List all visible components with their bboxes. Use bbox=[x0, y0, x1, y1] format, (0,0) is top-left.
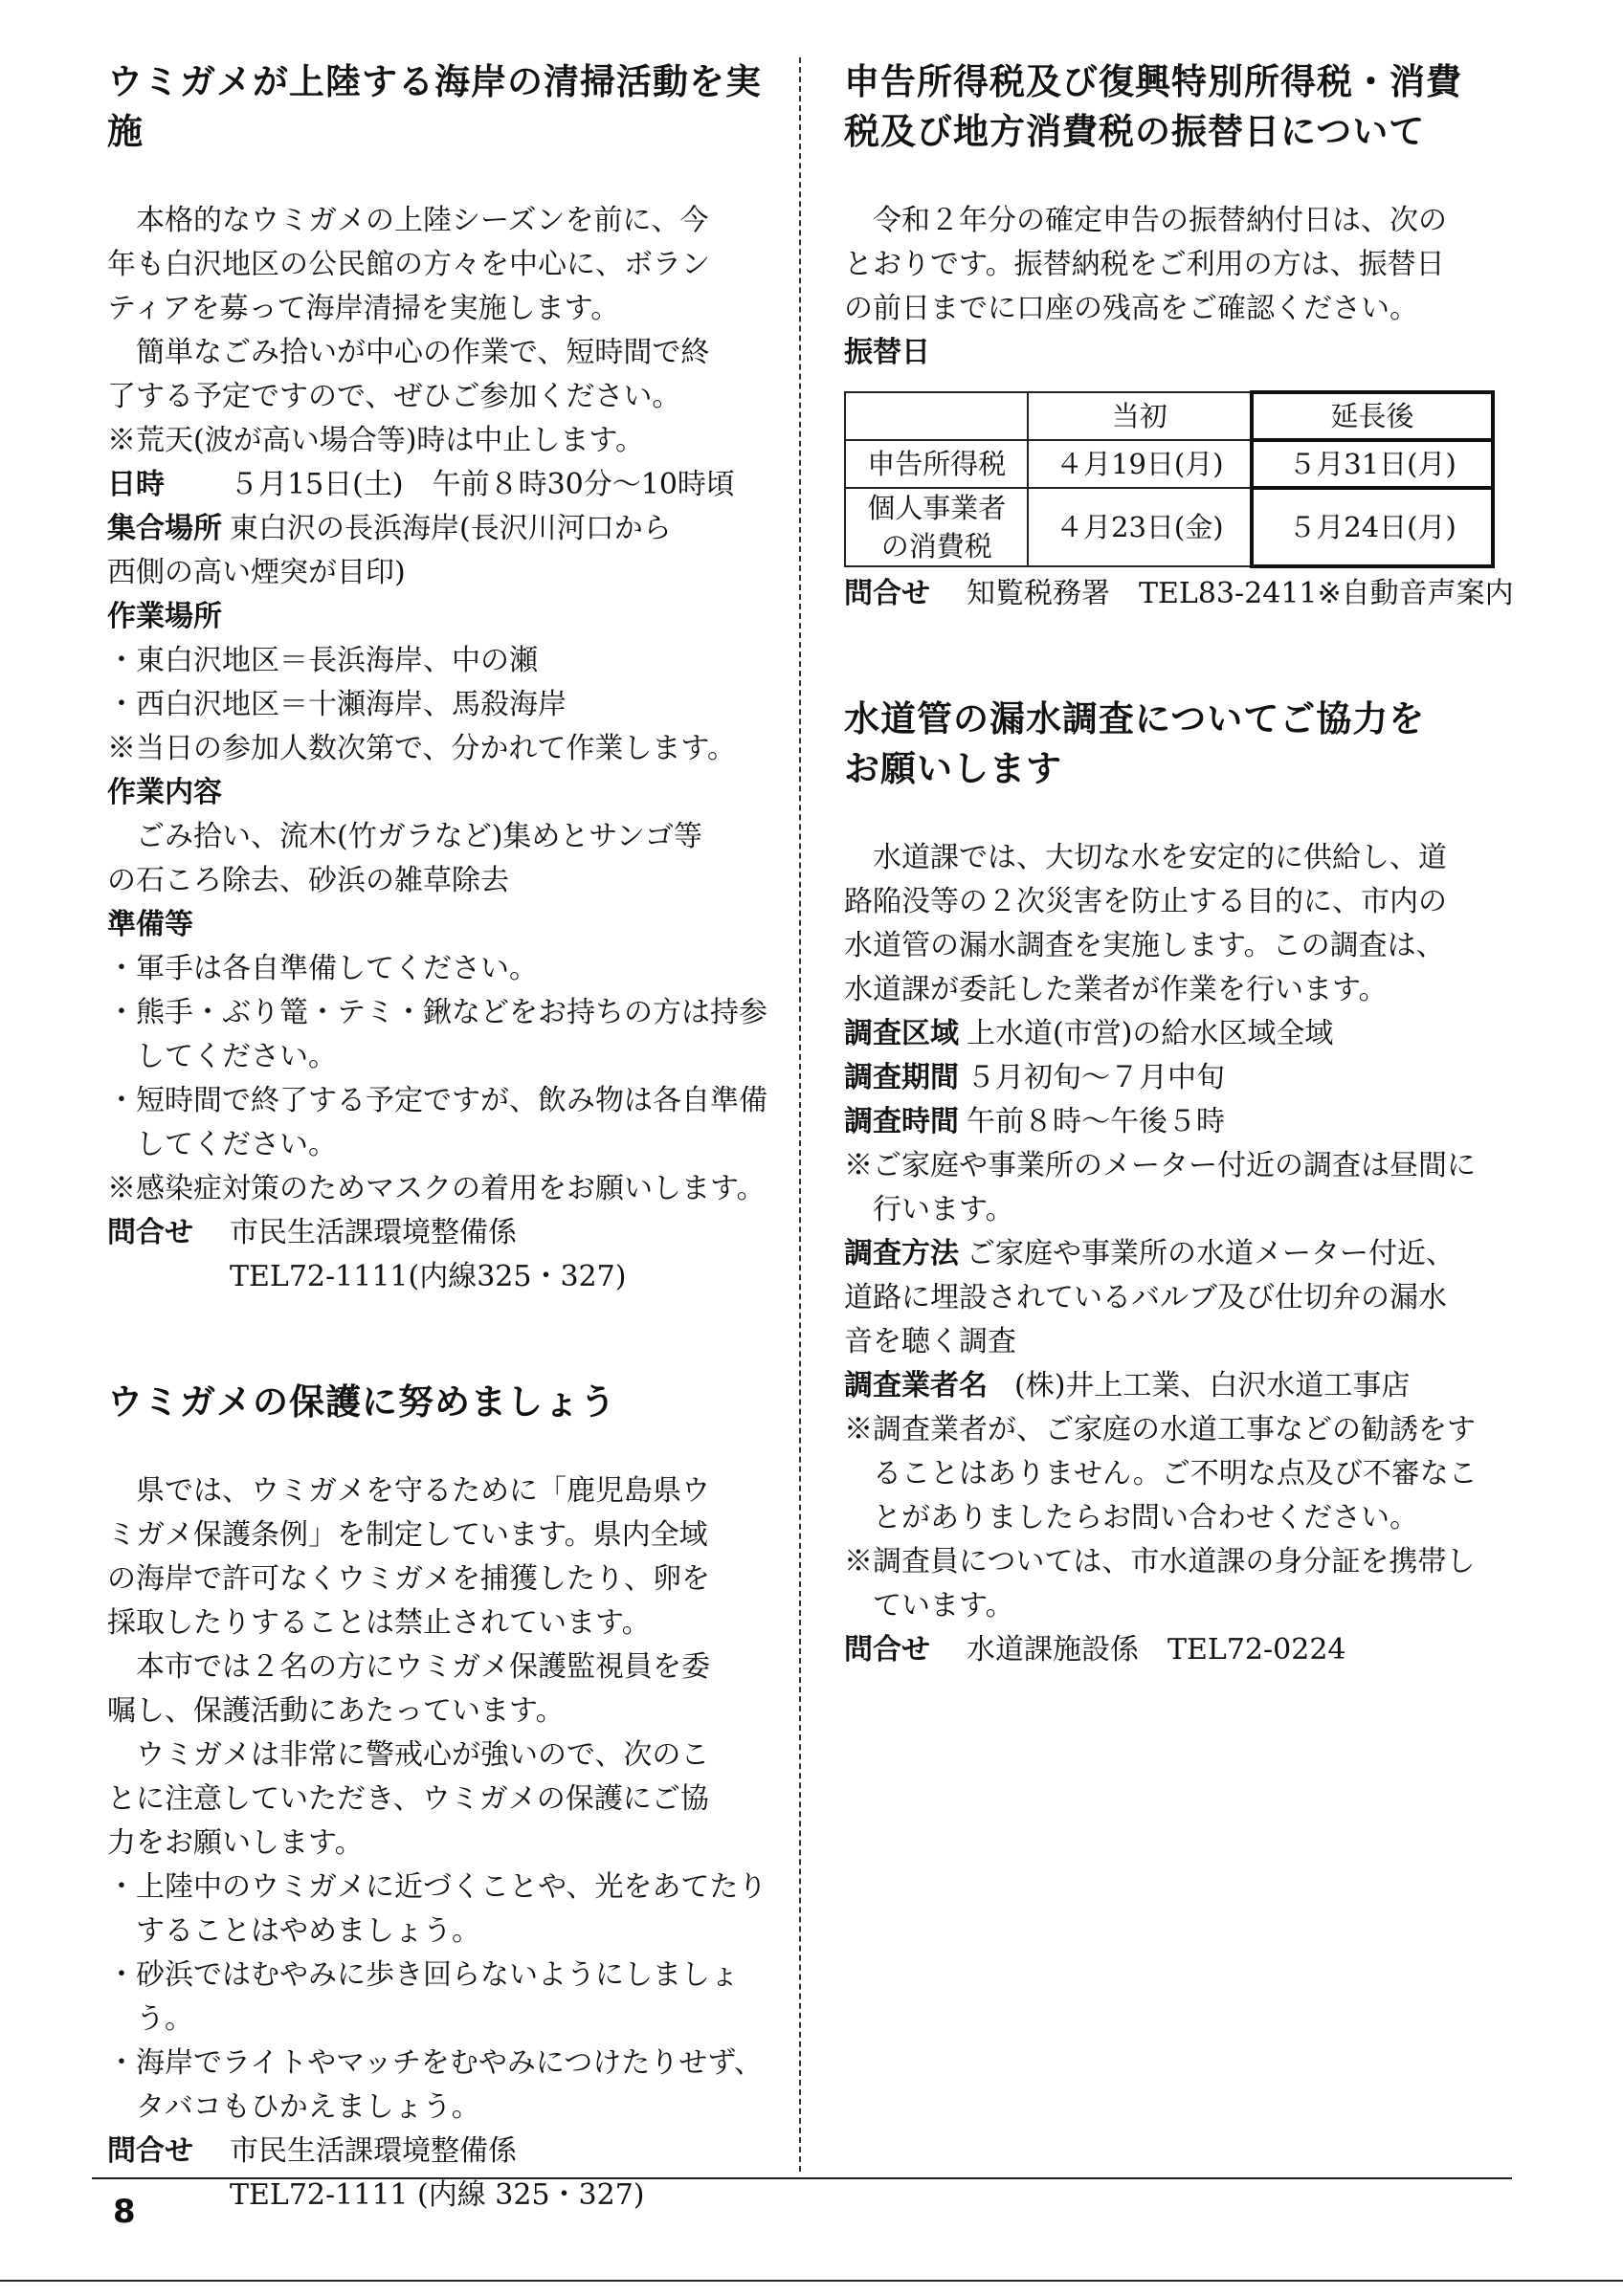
turtle-line: 嘱し、保護活動にあたっています。 bbox=[107, 1694, 565, 1728]
time-row bbox=[844, 1100, 1495, 1144]
contact-value: 水道課施設係 TEL72-0224 bbox=[967, 1633, 1346, 1667]
intro-line: 年も白沢地区の公民館の方々を中心に、ボラン bbox=[107, 248, 710, 281]
content-line: ごみ拾い、流木(竹ガラなど)集めとサンゴ等 bbox=[136, 820, 702, 853]
meeting-value: 東白沢の長浜海岸(長沢川河口から bbox=[230, 512, 672, 545]
tax-transfer-title bbox=[844, 57, 1495, 157]
vendor-value: (株)井上工業、白沢水道工事店 bbox=[1014, 1369, 1411, 1402]
table-row bbox=[845, 440, 1493, 488]
table-cell-extended: ５月31日(月) bbox=[1252, 440, 1493, 488]
page-number: 8 bbox=[113, 2193, 136, 2231]
footer-rule bbox=[92, 2177, 1512, 2179]
prep-item: ・短時間で終了する予定ですが、飲み物は各自準備してください。 bbox=[107, 1084, 767, 1161]
turtle-protection-title: ウミガメの保護に努めましょう bbox=[107, 1381, 616, 1423]
turtle-item: ・上陸中のウミガメに近づくことや、光をあてたりすることはやめましょう。 bbox=[107, 1870, 767, 1948]
area-value: 上水道(市営)の給水区域全域 bbox=[967, 1017, 1334, 1050]
table-row-label-line1: 個人事業者 bbox=[867, 492, 1007, 524]
prep-label: 準備等 bbox=[107, 908, 193, 941]
table-header-original: 当初 bbox=[1028, 392, 1252, 440]
contact-label: 問合せ bbox=[844, 577, 930, 610]
meeting-value-cont: 西側の高い煙突が目印) bbox=[107, 556, 406, 589]
period-label: 調査期間 bbox=[844, 1061, 959, 1094]
water-leak-article bbox=[844, 695, 1495, 1672]
table-header-row bbox=[845, 392, 1493, 440]
turtle-line: とに注意していただき、ウミガメの保護にご協 bbox=[107, 1782, 709, 1816]
bottom-edge-line bbox=[0, 2280, 1623, 2282]
column-divider bbox=[799, 57, 801, 2172]
time-label: 調査時間 bbox=[844, 1105, 959, 1138]
tax-line: 令和２年分の確定申告の振替納付日は、次の bbox=[873, 204, 1447, 237]
turtle-item: ・海岸でライトやマッチをむやみにつけたりせず、タバコもひかえましょう。 bbox=[107, 2046, 763, 2124]
vendor-note: ※調査業者が、ご家庭の水道工事などの勧誘をすることはありません。ご不明な点及び不審なことがありましたらお問い合わせください。 bbox=[844, 1413, 1478, 1534]
time-value: 午前８時〜午後５時 bbox=[967, 1105, 1225, 1138]
table-header-extended: 延長後 bbox=[1252, 392, 1493, 440]
water-line: 水道管の漏水調査を実施します。この調査は、 bbox=[844, 929, 1445, 962]
turtle-item: ・砂浜ではむやみに歩き回らないようにしましょう。 bbox=[107, 1958, 739, 2036]
tax-transfer-article bbox=[844, 57, 1514, 616]
method-value-cont: 音を聴く調査 bbox=[844, 1325, 1016, 1358]
water-line: 水道課では、大切な水を安定的に供給し、道 bbox=[873, 841, 1447, 874]
method-row bbox=[844, 1232, 1495, 1276]
tax-line: とおりです。振替納税をご利用の方は、振替日 bbox=[844, 248, 1445, 281]
method-value-cont: 道路に埋設されているバルブ及び仕切弁の漏水 bbox=[844, 1281, 1447, 1314]
contact-row bbox=[107, 2130, 767, 2174]
intro-line: ティアを募って海岸清掃を実施します。 bbox=[107, 292, 620, 325]
beach-cleanup-article bbox=[107, 57, 767, 1299]
tax-line: の前日までに口座の残高をご確認ください。 bbox=[844, 292, 1418, 325]
meeting-label: 集合場所 bbox=[107, 512, 222, 545]
inspector-note: ※調査員については、市水道課の身分証を携帯しています。 bbox=[844, 1545, 1476, 1623]
content-line: の石ころ除去、砂浜の雑草除去 bbox=[107, 864, 509, 897]
meeting-row bbox=[107, 507, 767, 551]
intro-line: 了する予定ですので、ぜひご参加ください。 bbox=[107, 380, 681, 413]
turtle-line: 本市では２名の方にウミガメ保護監視員を委 bbox=[136, 1650, 710, 1684]
workplace-note: ※当日の参加人数次第で、分かれて作業します。 bbox=[107, 732, 736, 765]
intro-line: 本格的なウミガメの上陸シーズンを前に、今 bbox=[136, 204, 709, 237]
table-cell-original: ４月19日(月) bbox=[1028, 440, 1252, 488]
turtle-protection-article bbox=[107, 1378, 767, 2218]
prep-item: ・熊手・ぶり篭・テミ・鍬などをお持ちの方は持参してください。 bbox=[107, 996, 767, 1073]
turtle-line: 採取したりすることは禁止されています。 bbox=[107, 1606, 651, 1640]
contact-row bbox=[844, 572, 1514, 616]
left-column bbox=[107, 57, 767, 2218]
area-label: 調査区域 bbox=[844, 1017, 959, 1050]
method-label: 調査方法 bbox=[844, 1237, 959, 1270]
workplace-label: 作業場所 bbox=[107, 600, 222, 633]
contact-value: 知覧税務署 TEL83-2411※自動音声案内 bbox=[967, 577, 1514, 610]
contact-dept: 市民生活課環境整備係 bbox=[230, 2134, 517, 2168]
contact-phone: TEL72-1111 (内線 325・327) bbox=[230, 2178, 645, 2212]
datetime-value: ５月15日(土) 午前８時30分〜10時頃 bbox=[230, 468, 735, 501]
table-cell-original: ４月23日(金) bbox=[1028, 488, 1252, 566]
contact-row bbox=[107, 1211, 767, 1255]
contact-label: 問合せ bbox=[107, 2134, 193, 2168]
turtle-line: の海岸で許可なくウミガメを捕獲したり、卵を bbox=[107, 1562, 710, 1596]
table-header-blank bbox=[845, 392, 1028, 440]
period-value: ５月初旬〜７月中旬 bbox=[967, 1061, 1225, 1094]
contact-row bbox=[844, 1628, 1495, 1672]
water-line: 路陥没等の２次災害を防止する目的に、市内の bbox=[844, 885, 1447, 918]
contact-phone: TEL72-1111(内線325・327) bbox=[230, 1260, 627, 1293]
datetime-label: 日時 bbox=[107, 468, 165, 501]
storm-note: ※荒天(波が高い場合等)時は中止します。 bbox=[107, 424, 645, 457]
water-title-line2: お願いします bbox=[844, 748, 1062, 789]
turtle-line: 力をお願いします。 bbox=[107, 1826, 364, 1860]
table-row-label bbox=[845, 488, 1028, 566]
prep-item: ・軍手は各自準備してください。 bbox=[107, 952, 538, 985]
datetime-row bbox=[107, 463, 767, 507]
beach-cleanup-title: ウミガメが上陸する海岸の清掃活動を実施 bbox=[107, 61, 762, 152]
time-note: ※ご家庭や事業所のメーター付近の調査は昼間に行います。 bbox=[844, 1149, 1476, 1226]
water-leak-title bbox=[844, 695, 1495, 794]
turtle-line: ミガメ保護条例」を制定しています。県内全域 bbox=[107, 1518, 708, 1552]
period-row bbox=[844, 1056, 1495, 1100]
contact-label: 問合せ bbox=[107, 1216, 193, 1249]
contact-label: 問合せ bbox=[844, 1633, 930, 1667]
method-value: ご家庭や事業所の水道メーター付近、 bbox=[967, 1237, 1455, 1270]
tax-title-line2: 税及び地方消費税の振替日について bbox=[844, 111, 1426, 152]
table-row-label-line2: の消費税 bbox=[880, 530, 992, 563]
contact-dept: 市民生活課環境整備係 bbox=[230, 1216, 517, 1249]
tax-title-line1: 申告所得税及び復興特別所得税・消費 bbox=[844, 61, 1462, 102]
table-row bbox=[845, 488, 1493, 566]
content-label: 作業内容 bbox=[107, 776, 222, 809]
workplace-item: ・東白沢地区＝長浜海岸、中の瀬 bbox=[107, 644, 538, 677]
workplace-item: ・西白沢地区＝十瀬海岸、馬殺海岸 bbox=[107, 688, 567, 721]
turtle-line: 県では、ウミガメを守るために「鹿児島県ウ bbox=[136, 1474, 710, 1508]
vendor-row bbox=[844, 1364, 1495, 1408]
table-cell-extended: ５月24日(月) bbox=[1252, 488, 1493, 566]
mask-note: ※感染症対策のためマスクの着用をお願いします。 bbox=[107, 1172, 766, 1205]
water-title-line1: 水道管の漏水調査についてご協力を bbox=[844, 698, 1426, 740]
water-line: 水道課が委託した業者が作業を行います。 bbox=[844, 973, 1388, 1006]
right-column bbox=[844, 57, 1514, 1672]
table-row-label: 申告所得税 bbox=[845, 440, 1028, 488]
transfer-date-table bbox=[844, 390, 1495, 568]
intro-line: 簡単なごみ拾いが中心の作業で、短時間で終 bbox=[136, 336, 710, 369]
transfer-date-subhead: 振替日 bbox=[844, 336, 930, 369]
vendor-label: 調査業者名 bbox=[844, 1369, 988, 1402]
turtle-line: ウミガメは非常に警戒心が強いので、次のこ bbox=[136, 1738, 710, 1772]
area-row bbox=[844, 1012, 1495, 1056]
